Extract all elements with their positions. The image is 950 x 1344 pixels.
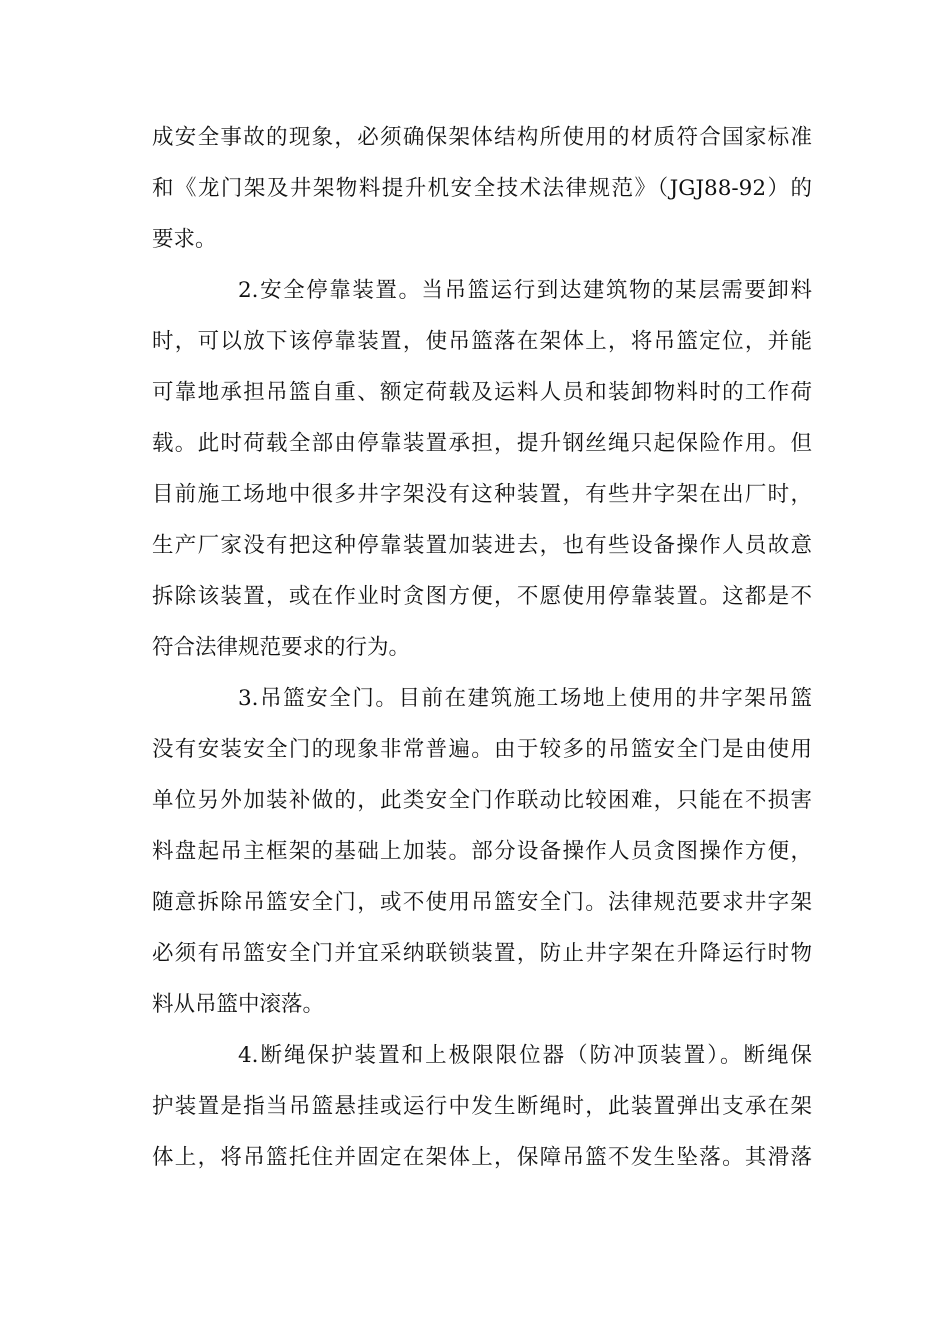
paragraph-first-line: 2.安全停靠装置。当吊篮运行到达建筑物的某层需要卸料 [238, 278, 812, 303]
text-line: 料盘起吊主框架的基础上加装。部分设备操作人员贪图操作方便， [152, 839, 812, 864]
text-line: 拆除该装置，或在作业时贪图方便，不愿使用停靠装置。这都是不 [152, 584, 812, 609]
text-line: 时，可以放下该停靠装置，使吊篮落在架体上，将吊篮定位，并能 [152, 329, 812, 354]
text-line: 成安全事故的现象，必须确保架体结构所使用的材质符合国家标准 [152, 125, 812, 150]
text-line: 载。此时荷载全部由停靠装置承担，提升钢丝绳只起保险作用。但 [152, 431, 812, 456]
text-line: 符合法律规范要求的行为。 [152, 635, 411, 660]
text-line: 随意拆除吊篮安全门，或不使用吊篮安全门。法律规范要求井字架 [152, 890, 812, 915]
text-line: 单位另外加装补做的，此类安全门作联动比较困难，只能在不损害 [152, 788, 812, 813]
text-line: 生产厂家没有把这种停靠装置加装进去，也有些设备操作人员故意 [152, 533, 812, 558]
text-line: 目前施工场地中很多井字架没有这种装置，有些井字架在出厂时， [152, 482, 812, 507]
paragraph-first-line: 3.吊篮安全门。目前在建筑施工场地上使用的井字架吊篮 [238, 686, 812, 711]
text-line: 料从吊篮中滚落。 [152, 992, 325, 1017]
text-line: 没有安装安全门的现象非常普遍。由于较多的吊篮安全门是由使用 [152, 737, 812, 762]
text-line: 和《龙门架及井架物料提升机安全技术法律规范》（JGJ88-92）的 [152, 176, 812, 201]
text-line: 护装置是指当吊篮悬挂或运行中发生断绳时，此装置弹出支承在架 [152, 1094, 812, 1119]
text-line: 必须有吊篮安全门并宜采纳联锁装置，防止井字架在升降运行时物 [152, 941, 812, 966]
text-line: 要求。 [152, 227, 217, 252]
text-line: 可靠地承担吊篮自重、额定荷载及运料人员和装卸物料时的工作荷 [152, 380, 812, 405]
text-line: 体上，将吊篮托住并固定在架体上，保障吊篮不发生坠落。其滑落 [152, 1145, 812, 1170]
paragraph-first-line: 4.断绳保护装置和上极限限位器（防冲顶装置）。断绳保 [238, 1043, 812, 1068]
